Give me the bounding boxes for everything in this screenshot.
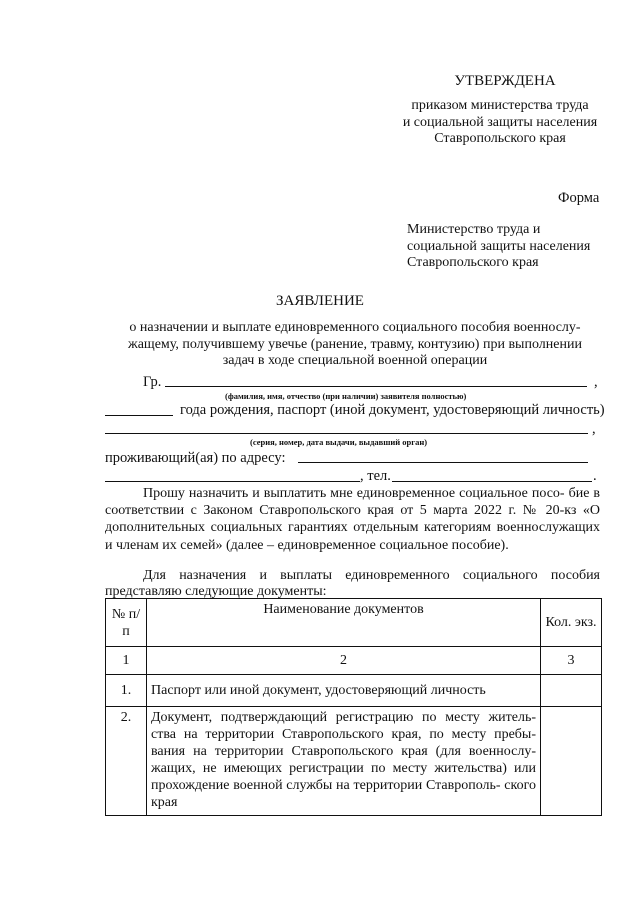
row-number: 1. <box>106 675 147 707</box>
birth-year-field[interactable] <box>105 415 173 416</box>
approval-block <box>385 98 615 148</box>
document-subheading <box>95 320 615 370</box>
header-quantity: Кол. экз. <box>541 599 602 647</box>
header-number: № п/п <box>106 599 147 647</box>
row-number: 2. <box>106 707 147 816</box>
period-mark: . <box>593 468 597 484</box>
documents-intro-paragraph: Для назначения и выплаты единовременного социального пособия представляю следующие документы: <box>105 568 600 599</box>
fio-hint: (фамилия, имя, отчество (при наличии) заявителя полностью) <box>225 391 467 401</box>
birth-text: года рождения, паспорт (иной документ, удостоверяющий личность) <box>180 402 605 418</box>
row-document-name: Паспорт или иной документ, удостоверяющий личность <box>147 675 541 707</box>
table-header-row <box>106 599 602 647</box>
form-label: Форма <box>558 190 600 206</box>
subheading-line: задач в ходе специальной военной операции <box>222 353 488 368</box>
documents-table <box>105 598 602 816</box>
subheading-line: жащему, получившему увечье (ранение, травму, контузию) при выполнении <box>128 336 582 352</box>
fio-field[interactable] <box>165 386 587 387</box>
table-index-row <box>106 647 602 675</box>
address-field[interactable] <box>298 462 588 463</box>
approval-line: приказом министерства труда <box>411 98 589 113</box>
addressee-block <box>407 222 590 272</box>
approval-line: и социальной защиты населения <box>402 114 598 130</box>
index-cell: 1 <box>106 647 147 675</box>
row-quantity[interactable] <box>541 675 602 707</box>
addressee-line: Ставропольского края <box>407 255 539 270</box>
index-cell: 3 <box>541 647 602 675</box>
addressee-line: социальной защиты населения <box>407 238 591 254</box>
row-document-name: Документ, подтверждающий регистрацию по месту житель- ства на территории Ставропольского края, по месту пребы- вания на территории Ставропольского края (для военнослу- жащих, не имеющих регистрации по месту жительства) или прохождение военной службы на территории Ставрополь- ского края <box>147 707 541 816</box>
approval-title: УТВЕРЖДЕНА <box>454 73 556 89</box>
table-row <box>106 675 602 707</box>
document-heading: ЗАЯВЛЕНИЕ <box>276 293 364 309</box>
tel-label: , тел. <box>360 468 391 484</box>
approval-line: Ставропольского края <box>434 131 566 146</box>
row-quantity[interactable] <box>541 707 602 816</box>
addressee-line: Министерство труда и <box>407 222 541 237</box>
index-cell: 2 <box>147 647 541 675</box>
request-paragraph: Прошу назначить и выплатить мне единовременное социальное посо- бие в соответствии с Законом Ставропольского края от 5 марта 2022 г. № 20-кз «О дополнительных социальных гарантиях отдельным категориям военнослужащих и членам их семей» (далее – единовременное социальное пособие). <box>105 486 600 553</box>
table-row <box>106 707 602 816</box>
passport-hint: (серия, номер, дата выдачи, выдавший орган) <box>250 437 428 447</box>
address-label: проживающий(ая) по адресу: <box>105 450 286 466</box>
header-document-name: Наименование документов <box>147 599 541 647</box>
comma-mark: , <box>592 421 596 437</box>
address-field-continued[interactable] <box>105 481 360 482</box>
passport-field[interactable] <box>105 433 588 434</box>
comma-mark: , <box>594 374 598 390</box>
subheading-line: о назначении и выплате единовременного социального пособия военнослу- <box>129 320 581 335</box>
phone-field[interactable] <box>392 481 592 482</box>
gr-label: Гр. <box>143 374 162 390</box>
